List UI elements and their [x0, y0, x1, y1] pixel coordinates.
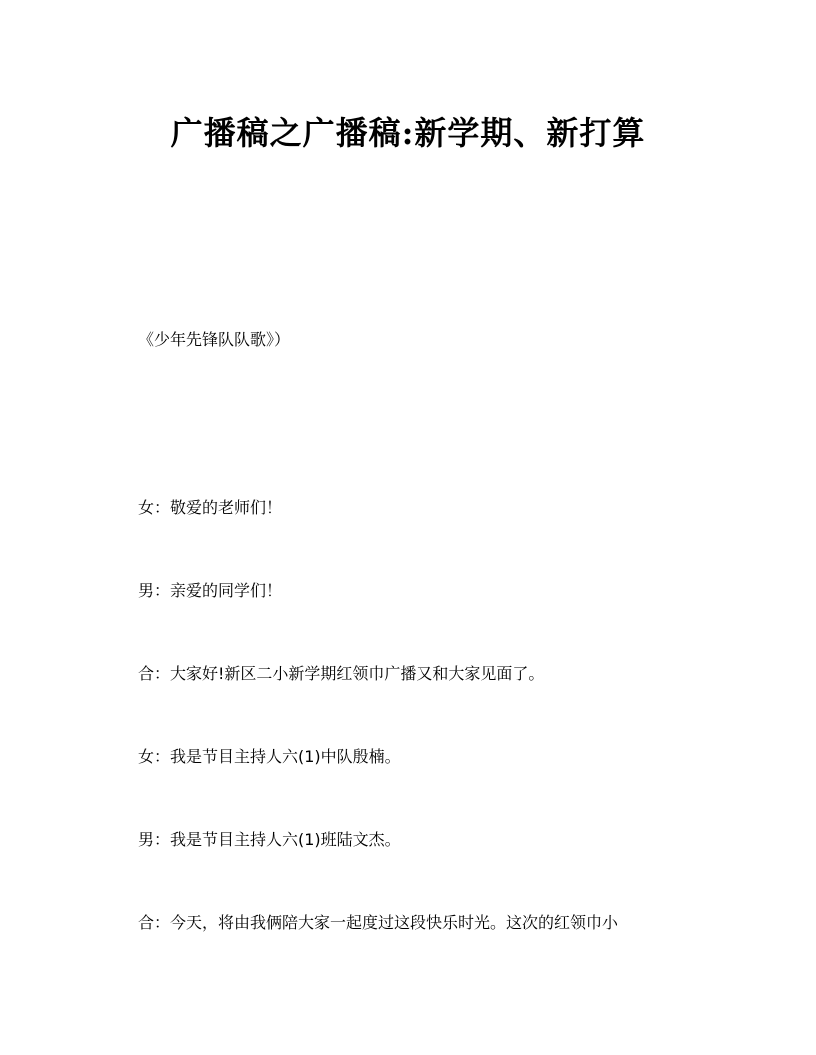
paragraph-male-greeting: 男：亲爱的同学们！ [138, 581, 283, 600]
paragraph-female-host-intro: 女：我是节目主持人六(1)中队殷楠。 [138, 747, 401, 766]
paragraph-male-host-intro: 男：我是节目主持人六(1)班陆文杰。 [138, 830, 401, 849]
paragraph-joint-greeting: 合：大家好!新区二小新学期红领巾广播又和大家见面了。 [138, 664, 545, 683]
document-title: 广播稿之广播稿:新学期、新打算 [170, 114, 646, 152]
paragraph-joint-intro: 合：今天，将由我俩陪大家一起度过这段快乐时光。这次的红领巾小 [138, 913, 619, 932]
paragraph-song-note: 《少年先锋队队歌》） [138, 330, 291, 349]
paragraph-female-greeting: 女：敬爱的老师们！ [138, 498, 283, 517]
